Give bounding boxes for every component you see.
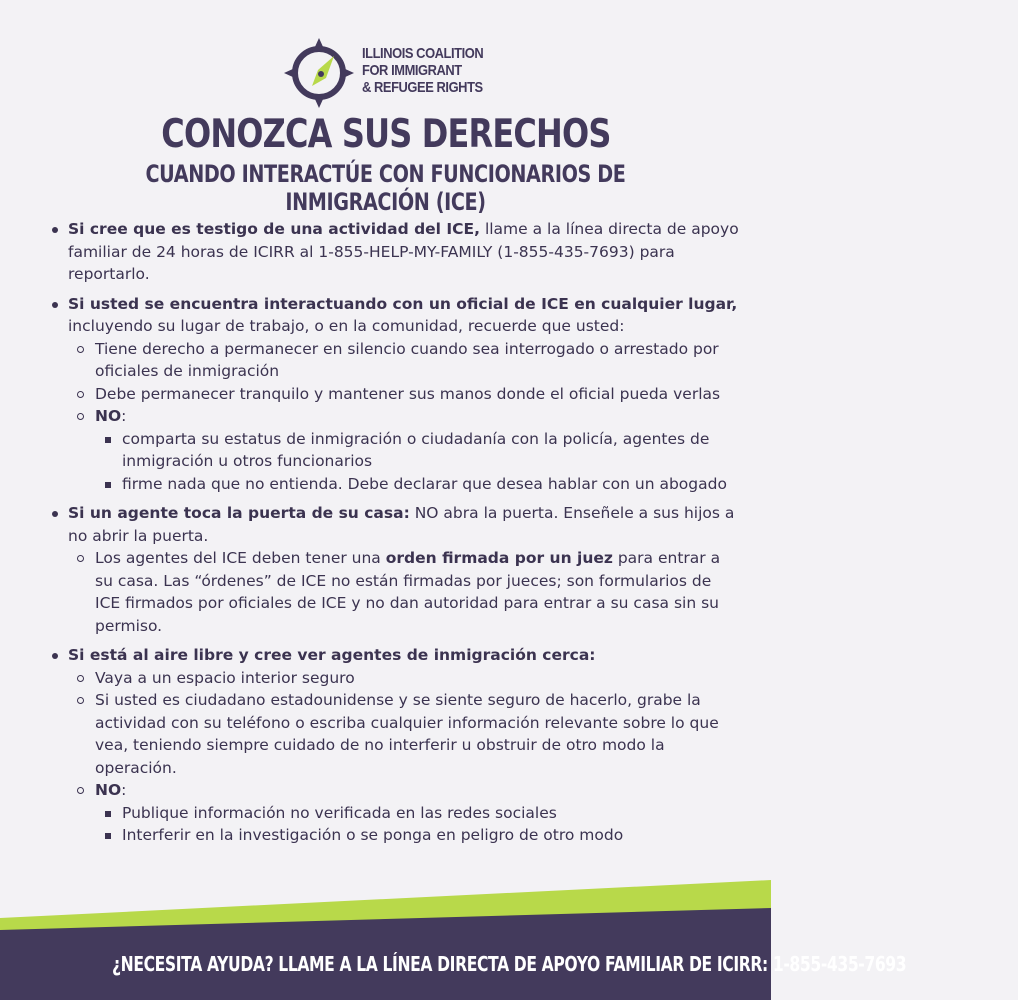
list-item-outdoors	[50, 644, 740, 847]
list-item-door	[50, 502, 740, 637]
item-text: NO abra la puerta. Enseñele a sus hijos a no abrir la puerta.	[68, 504, 735, 545]
item-heading: Si está al aire libre y cree ver agentes de inmigración cerca:	[68, 646, 596, 664]
sub-item: Tiene derecho a permanecer en silencio cuando sea interrogado o arrestado por oficiales de inmigración	[68, 338, 740, 383]
helpline-banner-text	[0, 952, 907, 976]
logo-line-1: ILLINOIS COALITION	[362, 45, 484, 62]
item-heading: Si un agente toca la puerta de su casa:	[68, 504, 410, 522]
item-heading: Si usted se encuentra interactuando con un oficial de ICE en cualquier lugar,	[68, 294, 738, 313]
logo-wordmark	[362, 45, 491, 96]
page-subtitle	[0, 160, 771, 216]
logo-line-2: FOR IMMIGRANT	[362, 62, 462, 79]
item-text: incluyendo su lugar de trabajo, o en la comunidad, recuerde que usted:	[68, 317, 625, 335]
organization-logo	[282, 36, 502, 110]
sub-item	[68, 547, 740, 637]
sub-item-bold: orden firmada por un juez	[385, 549, 613, 567]
page-title	[0, 112, 771, 157]
no-label: NO	[95, 781, 122, 799]
no-item: Publique información no verificada en las redes sociales	[95, 802, 740, 825]
footer-background	[0, 890, 771, 1000]
footer-banner	[0, 890, 771, 1000]
no-label: NO	[95, 407, 122, 425]
sub-item-no: NO: comparta su estatus de inmigración o ciudadanía con la policía, agentes de inmigración u otros funcionarios firme nada que no entienda. Debe declarar que desea hablar con un abogado	[68, 405, 740, 495]
no-item: firme nada que no entienda. Debe declarar que desea hablar con un abogado	[95, 473, 740, 496]
no-item: Interferir en la investigación o se ponga en peligro de otro modo	[95, 824, 740, 847]
helpline-text: ¿NECESITA AYUDA? LLAME A LA LÍNEA DIRECTA DE APOYO FAMILIAR DE ICIRR: 1-855-435-7693	[112, 952, 907, 976]
sub-item-no: NO: Publique información no verificada en las redes sociales Interferir en la investigación o se ponga en peligro de otro modo	[68, 779, 740, 847]
sub-item-text: para entrar a su casa. Las “órdenes” de ICE no están firmadas por jueces; son formularios de ICE firmados por oficiales de ICE y no dan autoridad para entrar a su casa sin su permiso.	[95, 549, 721, 635]
page-subtitle-text: CUANDO INTERACTÚE CON FUNCIONARIOS DE INMIGRACIÓN (ICE)	[145, 160, 626, 216]
page-title-text: CONOZCA SUS DERECHOS	[160, 112, 611, 157]
no-item: comparta su estatus de inmigración o ciudadanía con la policía, agentes de inmigración u otros funcionarios	[95, 428, 740, 473]
compass-icon	[282, 36, 356, 110]
sub-item: Si usted es ciudadano estadounidense y se siente seguro de hacerlo, grabe la actividad con su teléfono o escriba cualquier información relevante sobre lo que vea, teniendo siempre cuidado de no interferir u obstruir de otro modo la operación.	[68, 689, 740, 779]
sub-item: Vaya a un espacio interior seguro	[68, 667, 740, 690]
list-item-witness	[50, 218, 740, 286]
sub-item: Debe permanecer tranquilo y mantener sus manos donde el oficial pueda verlas	[68, 383, 740, 406]
list-item-interaction	[50, 293, 740, 496]
rights-list	[50, 218, 740, 854]
sub-item-text: Los agentes del ICE deben tener una	[95, 549, 386, 567]
item-text: llame a la línea directa de apoyo familiar de 24 horas de ICIRR al 1-855-HELP-MY-FAMILY (1-855-435-7693) para reportarlo.	[68, 220, 739, 283]
item-heading: Si cree que es testigo de una actividad del ICE,	[68, 220, 481, 238]
logo-line-3: & REFUGEE RIGHTS	[362, 79, 483, 96]
